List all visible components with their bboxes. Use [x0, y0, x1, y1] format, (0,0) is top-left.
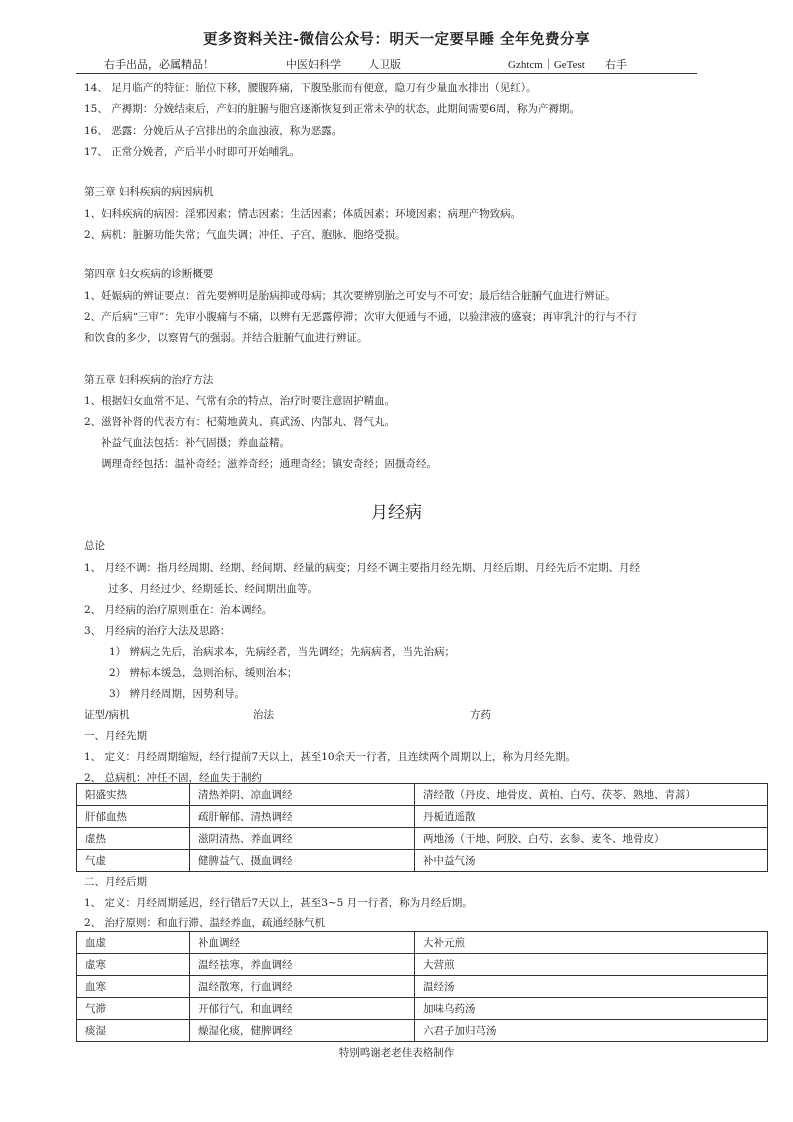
table-cell: 健脾益气、摄血调经: [190, 850, 415, 872]
late-period-table: [76, 931, 768, 1042]
list-item: 17、 正常分娩者，产后半小时即可开始哺乳。: [84, 146, 301, 158]
paragraph: 和饮食的多少，以察胃气的强弱。并结合脏腑气血进行辨证。: [84, 332, 368, 344]
list-item: 16、 恶露：分娩后从子宫排出的余血浊液，称为恶露。: [84, 125, 343, 137]
paragraph: 1、根据妇女血常不足、气常有余的特点，治疗时要注意固护精血。: [84, 395, 396, 407]
paragraph: 2、滋肾补肾的代表方有：杞菊地黄丸、真武汤、内郜丸、肾气丸。: [84, 416, 396, 428]
table-cell: 清热养阴、凉血调经: [190, 784, 415, 806]
column-header-method: 治法: [253, 709, 274, 721]
table-cell: 开郁行气，和血调经: [190, 998, 415, 1020]
table-cell: 痰湿: [77, 1020, 190, 1042]
table-row: [77, 954, 768, 976]
table-row: [77, 932, 768, 954]
table-cell: 气虚: [77, 850, 190, 872]
table-cell: 滋阴清热、养血调经: [190, 828, 415, 850]
footer-credit: 特别鸣谢老老佳表格制作: [338, 1047, 455, 1059]
table-cell: 肝郁血热: [77, 806, 190, 828]
table-cell: 血虚: [77, 932, 190, 954]
paragraph: 1、 月经不调：指月经周期、经期、经间期、经量的病变；月经不调主要指月经先期、月经后期、月经先后不定期、月经: [84, 562, 641, 574]
table-cell: 大营煎: [415, 954, 768, 976]
table-cell: 丹栀逍遥散: [415, 806, 768, 828]
list-item: 3） 辨月经周期，因势利导。: [109, 688, 246, 700]
promo-banner: 更多资料关注-微信公众号：明天一定要早睡 全年免费分享: [202, 31, 591, 48]
table-row: [77, 784, 768, 806]
table-cell: 清经散（丹皮、地骨皮、黄柏、白芍、茯苓、熟地、青蒿）: [415, 784, 768, 806]
paragraph: 2、 治疗原则：和血行滞、温经养血，疏通经脉气机: [84, 917, 326, 929]
paragraph: 3、 月经病的治疗大法及思路：: [84, 625, 231, 637]
table-cell: 温经祛寒，养血调经: [190, 954, 415, 976]
paragraph: 2、 月经病的治疗原则重在：治本调经。: [84, 604, 273, 616]
paragraph: 2、产后病“三审”：先审小腹痛与不痛，以辨有无恶露停滞；次审大便通与不通，以验津液的盛衰；再审乳汁的行与不行: [84, 311, 637, 323]
table-cell: 补血调经: [190, 932, 415, 954]
column-header-syndrome: 证型/病机: [84, 709, 130, 721]
overview-label: 总论: [84, 540, 105, 552]
header-slogan: 右手出品，必属精品！: [104, 58, 214, 71]
paragraph: 1、妊娠病的辨证要点：首先要辨明是胎病抑或母病；其次要辨别胎之可安与不可安；最后结合脏腑气血进行辨证。: [84, 290, 616, 302]
header-brand: Gzhtcm｜GeTest: [508, 59, 585, 71]
table-cell: 血寒: [77, 976, 190, 998]
chapter-4-title: 第四章 妇女疾病的诊断概要: [84, 268, 214, 280]
table-row: [77, 806, 768, 828]
list-item: 15、 产褥期：分娩结束后，产妇的脏腑与胞宫逐渐恢复到正常未孕的状态，此期间需要6周，称为产褥期。: [84, 103, 580, 115]
chapter-5-title: 第五章 妇科疾病的治疗方法: [84, 374, 214, 386]
table-row: [77, 828, 768, 850]
table-row: [77, 998, 768, 1020]
list-item: 2） 辨标本缓急，急则治标，缓则治本；: [109, 667, 298, 679]
paragraph: 补益气血法包括：补气固摄；养血益精。: [101, 437, 290, 449]
header-subject: 中医妇科学: [286, 58, 341, 71]
table-cell: 加味乌药汤: [415, 998, 768, 1020]
subsection-title: 二、月经后期: [84, 876, 147, 888]
table-row: [77, 976, 768, 998]
table-row: [77, 1020, 768, 1042]
paragraph: 2、 总病机：冲任不固，经血失于制约: [84, 772, 263, 784]
section-title: 月经病: [371, 503, 422, 523]
list-item: 1） 辨病之先后，治病求本，先病经者，当先调经；先病病者，当先治病；: [109, 646, 456, 658]
table-cell: 虚寒: [77, 954, 190, 976]
early-period-table: [76, 783, 768, 872]
table-cell: 补中益气汤: [415, 850, 768, 872]
header-divider: [76, 73, 697, 74]
paragraph: 过多、月经过少、经期延长、经间期出血等。: [108, 583, 318, 595]
table-row: [77, 850, 768, 872]
table-cell: 温经汤: [415, 976, 768, 998]
table-cell: 虚热: [77, 828, 190, 850]
list-item: 14、 足月临产的特征：胎位下移，腰腹阵痛，下腹坠胀而有便意，隐刀有少量血水排出（见红）。: [84, 82, 537, 94]
table-cell: 两地汤（干地、阿胶、白芍、玄参、麦冬、地骨皮）: [415, 828, 768, 850]
table-cell: 气滞: [77, 998, 190, 1020]
chapter-3-title: 第三章 妇科疾病的病因病机: [84, 186, 214, 198]
table-cell: 温经散寒，行血调经: [190, 976, 415, 998]
paragraph: 1、妇科疾病的病因：淫邪因素；情志因素；生活因素；体质因素；环境因素；病理产物致病。: [84, 208, 522, 220]
paragraph: 2、病机：脏腑功能失常；气血失调；冲任、子宫、胞脉、胞络受损。: [84, 229, 406, 241]
table-cell: 阳盛实热: [77, 784, 190, 806]
column-header-formula: 方药: [470, 709, 491, 721]
paragraph: 1、 定义：月经周期延迟，经行错后7天以上，甚至3~5 月一行者，称为月经后期。: [84, 897, 473, 909]
header-author: 右手: [605, 58, 627, 71]
header-edition: 人卫版: [368, 58, 401, 71]
table-cell: 燥湿化痰，健脾调经: [190, 1020, 415, 1042]
paragraph: 1、 定义：月经周期缩短，经行提前7天以上，甚至10余天一行者，且连续两个周期以上，称为月经先期。: [84, 751, 577, 763]
table-cell: 大补元煎: [415, 932, 768, 954]
paragraph: 调理奇经包括：温补奇经；滋养奇经；通理奇经；镇安奇经；固摄奇经。: [101, 458, 437, 470]
table-cell: 疏肝解郁、清热调经: [190, 806, 415, 828]
subsection-title: 一、月经先期: [84, 730, 147, 742]
table-cell: 六君子加归芎汤: [415, 1020, 768, 1042]
